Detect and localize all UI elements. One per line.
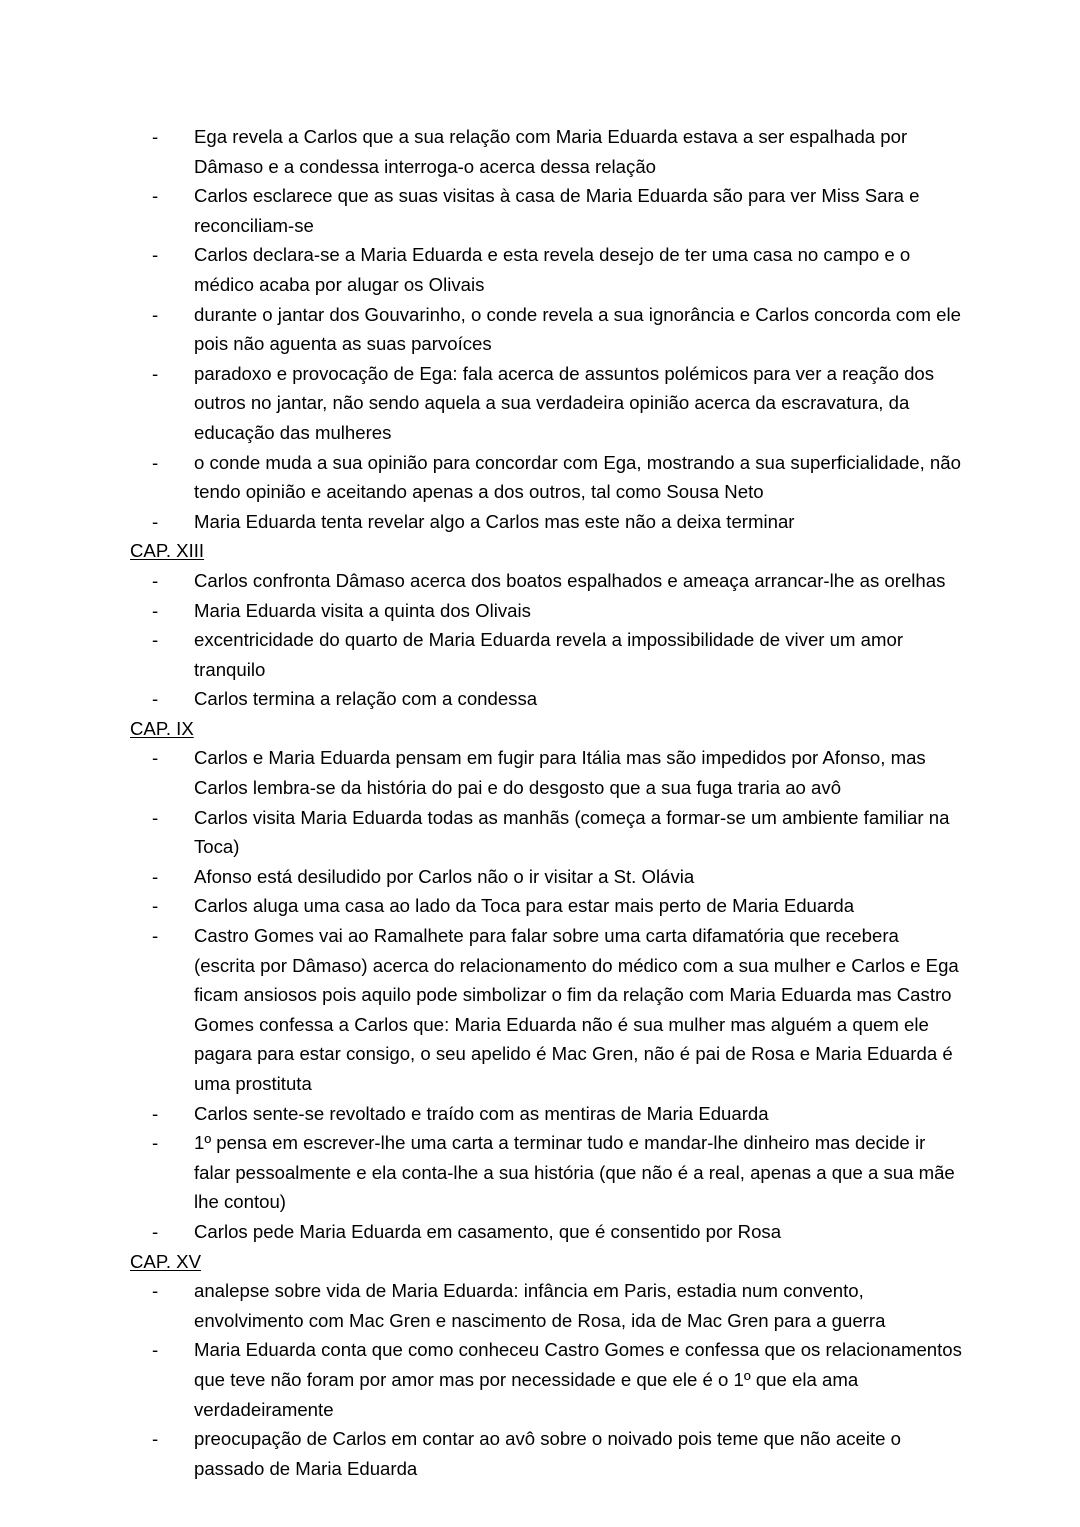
section-heading-cap-xiii: CAP. XIII bbox=[130, 540, 205, 562]
bullet-marker: - bbox=[152, 629, 159, 651]
bullet-marker: - bbox=[152, 126, 159, 147]
list-item-text: analepse sobre vida de Maria Eduarda: infância em Paris, estadia num convento, envolvimento com Mac Gren e nascimento de Rosa, ida de Mac Gren para a guerra bbox=[194, 1280, 886, 1331]
list-item-text: durante o jantar dos Gouvarinho, o conde revela a sua ignorância e Carlos concorda com ele pois não aguenta as suas parvoíces bbox=[194, 303, 961, 355]
document-body bbox=[130, 122, 962, 1483]
bullet-marker: - bbox=[152, 865, 159, 887]
bullet-marker: - bbox=[152, 1280, 159, 1302]
bullet-marker: - bbox=[152, 925, 159, 947]
list-item bbox=[130, 448, 962, 507]
list-item bbox=[130, 803, 962, 862]
list-item bbox=[130, 507, 962, 537]
list-item bbox=[130, 921, 962, 1099]
bullet-marker: - bbox=[152, 303, 159, 325]
list-item bbox=[130, 1128, 962, 1217]
section-heading-cap-xv: CAP. XV bbox=[130, 1250, 201, 1272]
list-item-text: Maria Eduarda conta que como conheceu Castro Gomes e confessa que os relacionamentos que teve não foram por amor mas por necessidade e que ele é o 1º que ela ama verdadeiramente bbox=[194, 1339, 962, 1420]
list-item bbox=[130, 122, 962, 181]
list-item-text: Carlos declara-se a Maria Eduarda e esta revela desejo de ter uma casa no campo e o médico acaba por alugar os Olivais bbox=[194, 244, 911, 295]
list-item bbox=[130, 181, 962, 240]
list-item bbox=[130, 1217, 962, 1247]
bullet-marker: - bbox=[152, 806, 159, 828]
list-item-text: preocupação de Carlos em contar ao avô sobre o noivado pois teme que não aceite o passado de Maria Eduarda bbox=[194, 1428, 902, 1479]
list-item bbox=[130, 596, 962, 626]
bullet-list bbox=[130, 743, 962, 1246]
bullet-marker: - bbox=[152, 1220, 159, 1242]
list-item bbox=[130, 240, 962, 299]
list-item-text: Carlos aluga uma casa ao lado da Toca para estar mais perto de Maria Eduarda bbox=[194, 895, 855, 917]
bullet-marker: - bbox=[152, 895, 159, 917]
bullet-list bbox=[130, 1276, 962, 1483]
list-item bbox=[130, 743, 962, 802]
list-item bbox=[130, 566, 962, 596]
list-item-text: Carlos e Maria Eduarda pensam em fugir para Itália mas são impedidos por Afonso, mas Carlos lembra-se da história do pai e do desgosto que a sua fuga traria ao avô bbox=[194, 747, 926, 799]
bullet-list bbox=[130, 566, 962, 714]
list-item-text: Ega revela a Carlos que a sua relação com Maria Eduarda estava a ser espalhada por Dâmaso e a condessa interroga-o acerca dessa relação bbox=[194, 126, 908, 177]
list-item bbox=[130, 1335, 962, 1424]
list-item-text: Carlos confronta Dâmaso acerca dos boatos espalhados e ameaça arrancar-lhe as orelhas bbox=[194, 569, 946, 591]
list-item bbox=[130, 359, 962, 448]
bullet-marker: - bbox=[152, 747, 159, 769]
list-item-text: Carlos pede Maria Eduarda em casamento, que é consentido por Rosa bbox=[194, 1220, 782, 1242]
list-item bbox=[130, 1424, 962, 1483]
bullet-marker: - bbox=[152, 599, 159, 621]
list-item-text: Maria Eduarda tenta revelar algo a Carlos mas este não a deixa terminar bbox=[194, 510, 795, 532]
list-item-text: Afonso está desiludido por Carlos não o ir visitar a St. Olávia bbox=[194, 865, 695, 887]
bullet-marker: - bbox=[152, 510, 159, 532]
bullet-marker: - bbox=[152, 569, 159, 591]
bullet-list bbox=[130, 122, 962, 536]
bullet-marker: - bbox=[152, 1339, 159, 1361]
bullet-marker: - bbox=[152, 185, 159, 207]
list-item bbox=[130, 862, 962, 892]
bullet-marker: - bbox=[152, 244, 159, 266]
list-item bbox=[130, 300, 962, 359]
list-item-text: o conde muda a sua opinião para concordar com Ega, mostrando a sua superficialidade, não tendo opinião e aceitando apenas a dos outros, tal como Sousa Neto bbox=[194, 451, 961, 503]
list-item bbox=[130, 891, 962, 921]
bullet-marker: - bbox=[152, 451, 159, 473]
bullet-marker: - bbox=[152, 1428, 159, 1450]
bullet-marker: - bbox=[152, 688, 159, 710]
list-item bbox=[130, 625, 962, 684]
list-item-text: Carlos sente-se revoltado e traído com as mentiras de Maria Eduarda bbox=[194, 1102, 769, 1124]
list-item-text: 1º pensa em escrever-lhe uma carta a terminar tudo e mandar-lhe dinheiro mas decide ir falar pessoalmente e ela conta-lhe a sua história (que não é a real, apenas a que a sua mãe lhe contou) bbox=[194, 1132, 955, 1213]
bullet-marker: - bbox=[152, 1102, 159, 1124]
list-item-text: Maria Eduarda visita a quinta dos Olivais bbox=[194, 599, 531, 621]
bullet-marker: - bbox=[152, 362, 159, 384]
list-item-text: excentricidade do quarto de Maria Eduarda revela a impossibilidade de viver um amor tranquilo bbox=[194, 629, 904, 680]
list-item-text: paradoxo e provocação de Ega: fala acerca de assuntos polémicos para ver a reação dos outros no jantar, não sendo aquela a sua verdadeira opinião acerca da escravatura, da educação das mulheres bbox=[194, 362, 935, 443]
section-heading-cap-ix: CAP. IX bbox=[130, 717, 194, 739]
list-item-text: Carlos termina a relação com a condessa bbox=[194, 688, 538, 710]
bullet-marker: - bbox=[152, 1132, 159, 1154]
list-item-text: Carlos visita Maria Eduarda todas as manhãs (começa a formar-se um ambiente familiar na Toca) bbox=[194, 806, 950, 858]
list-item-text: Carlos esclarece que as suas visitas à casa de Maria Eduarda são para ver Miss Sara e reconciliam-se bbox=[194, 185, 920, 236]
list-item-text: Castro Gomes vai ao Ramalhete para falar sobre uma carta difamatória que recebera (escrita por Dâmaso) acerca do relacionamento do médico com a sua mulher e Carlos e Ega ficam ansiosos pois aquilo pode simbolizar o fim da relação com Maria Eduarda mas Castro Gomes confessa a Carlos que: Maria Eduarda não é sua mulher mas alguém a quem ele pagara para estar consigo, o seu apelido é Mac Gren, não é pai de Rosa e Maria Eduarda é uma prostituta bbox=[194, 925, 959, 1094]
list-item bbox=[130, 1099, 962, 1129]
list-item bbox=[130, 1276, 962, 1335]
list-item bbox=[130, 684, 962, 714]
